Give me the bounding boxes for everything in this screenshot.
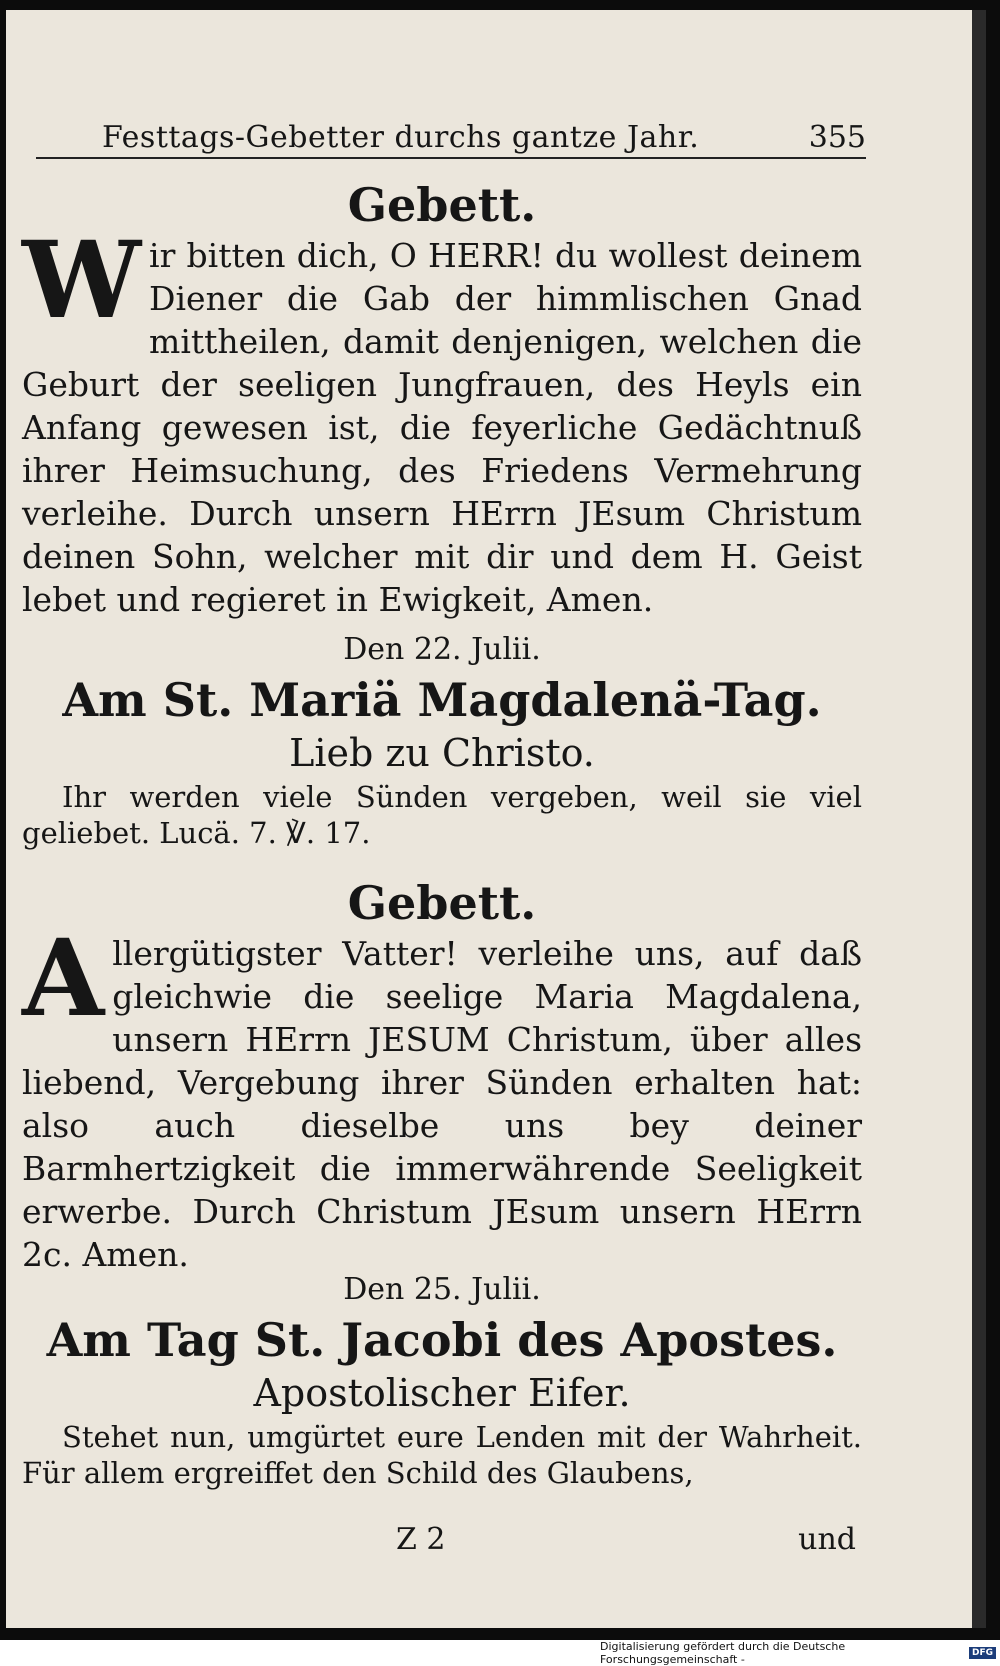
dfg-logo: DFG: [969, 1647, 996, 1659]
section-heading: Gebett.: [347, 876, 537, 930]
prayer-body: ir bitten dich, O HERR! du wollest deinem Diener die Gab der himmlischen Gnad mittheilen, damit denjenigen, welchen die Geburt der seeligen Jungfrauen, des Heyls ein Anfang gewesen ist, die feyerliche Gedächtnuß ihrer Heimsuchung, des Friedens Vermehrung verleihe. Durch unsern HErrn JEsum Christum deinen Sohn, welcher mit dir und dem H. Geist lebet und regieret in Ewigkeit, Amen.: [22, 236, 862, 619]
feast-date: Den 22. Julii.: [343, 632, 541, 667]
signature-mark: Z 2: [396, 1522, 446, 1557]
scripture-quote: Stehet nun, umgürtet eure Lenden mit der Wahrheit. Für allem ergreiffet den Schild des Glaubens,: [22, 1420, 862, 1490]
prayer-section-1: [22, 178, 862, 621]
feast-section-jacobi: [22, 1272, 862, 1491]
section-heading: Gebett.: [347, 178, 537, 232]
feast-subtitle: Apostolischer Eifer.: [253, 1371, 631, 1415]
page-footer: [36, 1522, 856, 1557]
feast-date: Den 25. Julii.: [343, 1272, 541, 1307]
page-header: [36, 120, 866, 159]
drop-cap: A: [22, 915, 105, 1040]
credit-text: Digitalisierung gefördert durch die Deutsche Forschungsgemeinschaft -: [600, 1639, 846, 1666]
feast-title: Am St. Mariä Magdalenä-Tag.: [62, 673, 822, 727]
page-number: 355: [808, 120, 866, 155]
feast-subtitle: Lieb zu Christo.: [289, 731, 595, 775]
digitization-credit: [600, 1639, 996, 1666]
catchword: und: [798, 1522, 856, 1557]
prayer-text: [22, 217, 862, 621]
feast-section-magdalena: [22, 632, 862, 851]
prayer-section-2: [22, 876, 862, 1276]
running-head: Festtags-Gebetter durchs gantze Jahr.: [102, 120, 700, 155]
book-page: [6, 10, 986, 1628]
prayer-body: llergütigster Vatter! verleihe uns, auf daß gleichwie die seelige Maria Magdalena, unsern HErrn JESUM Christum, über alles liebend, Vergebung ihrer Sünden erhalten hat: also auch dieselbe uns bey deiner Barmhertzigkeit die immerwährende Seeligkeit erwerbe. Durch Christum JEsum unsern HErrn 2c. Amen.: [22, 934, 862, 1274]
prayer-text: [22, 915, 862, 1276]
drop-cap: W: [22, 217, 142, 342]
feast-title: Am Tag St. Jacobi des Apostes.: [46, 1313, 838, 1367]
scripture-quote: Ihr werden viele Sünden vergeben, weil sie viel geliebet. Lucä. 7. ℣. 17.: [22, 780, 862, 850]
